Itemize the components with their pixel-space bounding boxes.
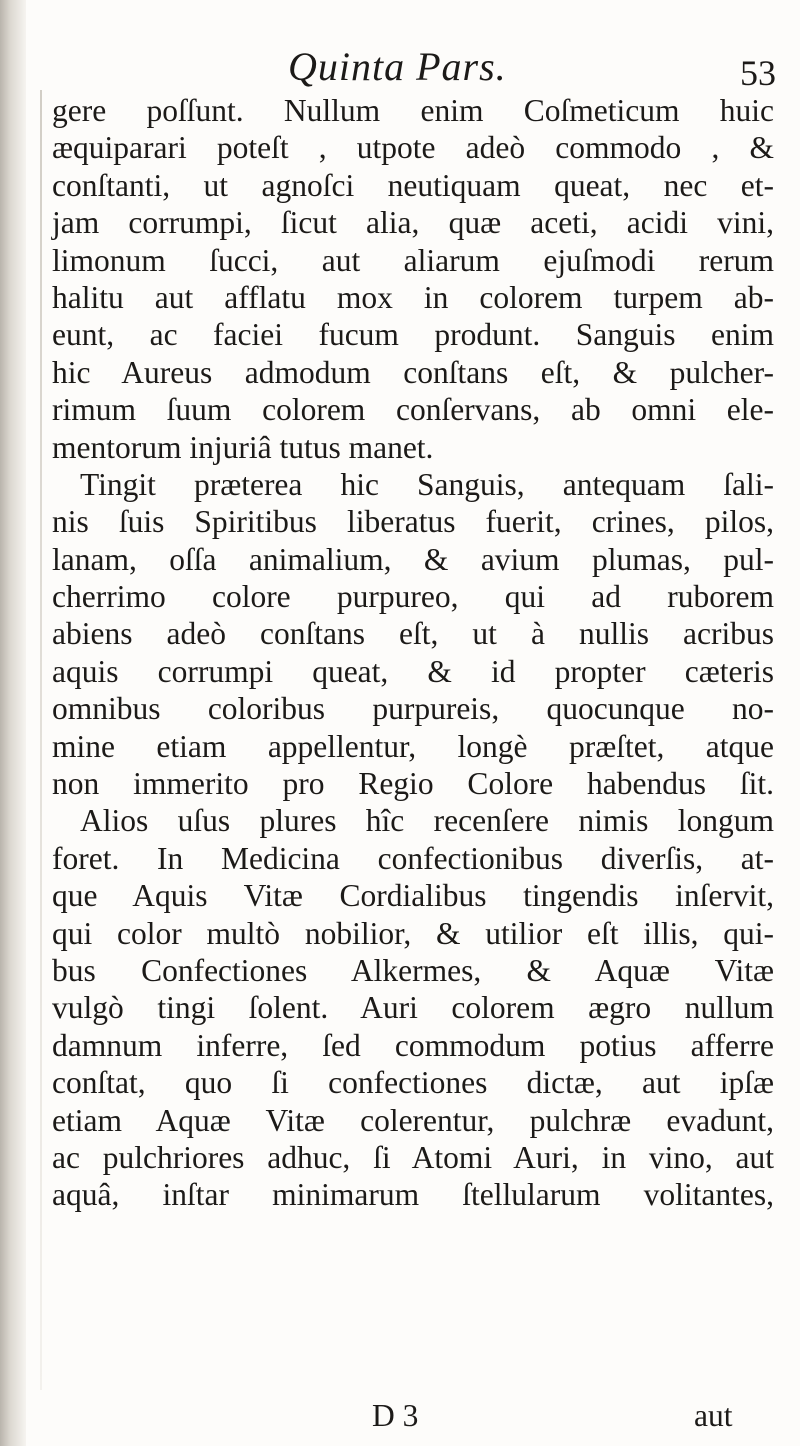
- text-line: æquiparari poteſt , utpote adeò commodo , &: [52, 130, 774, 166]
- text-line: limonum ſucci, aut aliarum ejuſmodi rerum: [52, 242, 774, 278]
- text-line: aquis corrumpi queat, & id propter cæteris: [52, 653, 774, 689]
- catchword: aut: [694, 1398, 733, 1433]
- running-title: Quinta Pars.: [288, 44, 507, 89]
- running-head: [0, 42, 800, 92]
- text-line: ac pulchriores adhuc, ſi Atomi Auri, in vino, aut: [52, 1139, 774, 1175]
- text-line: mine etiam appellentur, longè præſtet, atque: [52, 728, 774, 764]
- text-line: que Aquis Vitæ Cordialibus tingendis inſervit,: [52, 878, 774, 914]
- text-line: nis ſuis Spiritibus liberatus fuerit, crines, pilos,: [52, 504, 774, 540]
- paragraph-start-line: Alios uſus plures hîc recenſere nimis longum: [80, 803, 774, 839]
- text-line: omnibus coloribus purpureis, quocunque no-: [52, 691, 774, 727]
- margin-rule: [40, 90, 42, 1390]
- text-line: conſtat, quo ſi confectiones dictæ, aut ipſæ: [52, 1065, 774, 1101]
- text-line: conſtanti, ut agnoſci neutiquam queat, nec et-: [52, 167, 774, 203]
- text-line: foret. In Medicina confectionibus diverſis, at-: [52, 840, 774, 876]
- text-line: lanam, oſſa animalium, & avium plumas, pul-: [52, 541, 774, 577]
- page-footer: [0, 1396, 800, 1436]
- text-line: hic Aureus admodum conſtans eſt, & pulcher-: [52, 354, 774, 390]
- paragraph-end-line: mentorum injuriâ tutus manet.: [52, 429, 434, 465]
- text-line: rimum ſuum colorem conſervans, ab omni ele-: [52, 392, 774, 428]
- signature-mark: D 3: [372, 1398, 419, 1433]
- paragraph-start-line: Tingit præterea hic Sanguis, antequam ſali-: [80, 466, 774, 502]
- text-line: etiam Aquæ Vitæ colerentur, pulchræ evadunt,: [52, 1102, 774, 1138]
- page-number: 53: [740, 53, 776, 93]
- text-line: halitu aut afflatu mox in colorem turpem ab-: [52, 279, 774, 315]
- page-gutter-shadow: [0, 0, 26, 1446]
- text-line: eunt, ac faciei fucum produnt. Sanguis enim: [52, 317, 774, 353]
- text-line: vulgò tingi ſolent. Auri colorem ægro nullum: [52, 990, 774, 1026]
- paragraph-end-line: non immerito pro Regio Colore habendus ſit.: [52, 766, 774, 802]
- text-line: bus Confectiones Alkermes, & Aquæ Vitæ: [52, 952, 774, 988]
- text-line: abiens adeò conſtans eſt, ut à nullis acribus: [52, 616, 774, 652]
- text-line: cherrimo colore purpureo, qui ad ruborem: [52, 579, 774, 615]
- text-line: damnum inferre, ſed commodum potius afferre: [52, 1027, 774, 1063]
- text-line: jam corrumpi, ſicut alia, quæ aceti, acidi vini,: [52, 205, 774, 241]
- text-line: aquâ, inſtar minimarum ſtellularum volitantes,: [52, 1177, 774, 1213]
- text-line: gere poſſunt. Nullum enim Coſmeticum huic: [52, 93, 774, 128]
- text-line: qui color multò nobilior, & utilior eſt illis, qui-: [52, 915, 774, 951]
- body-text: [52, 92, 774, 1214]
